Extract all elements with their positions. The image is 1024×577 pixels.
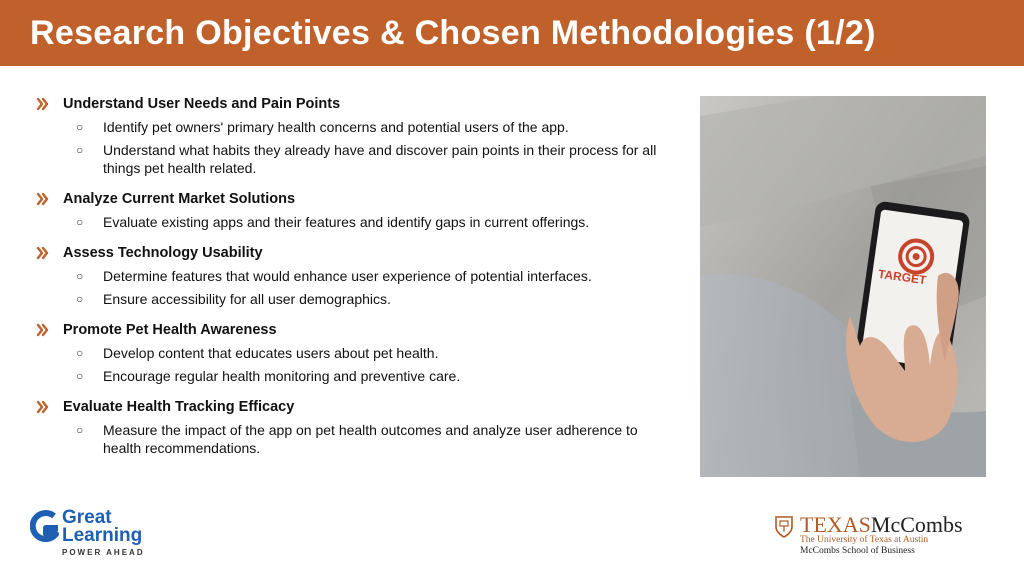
section-market-solutions — [36, 189, 676, 231]
section-title: Assess Technology Usability — [63, 245, 263, 261]
double-chevron-right-icon — [36, 192, 50, 206]
double-chevron-right-icon — [36, 246, 50, 260]
bullet-circle-icon: ○ — [76, 292, 84, 306]
ut-subtitle-2: McCombs School of Business — [800, 546, 915, 556]
list-item: ○ Determine features that would enhance user experience of potential interfaces. — [76, 268, 592, 284]
ut-mccombs: McCombs — [870, 512, 963, 537]
list-item: ○ Measure the impact of the app on pet health outcomes and analyze user adherence to health recommendations. — [76, 422, 638, 456]
title-bar — [0, 0, 1024, 66]
section-title: Promote Pet Health Awareness — [63, 322, 277, 338]
photo-illustration — [700, 96, 986, 477]
bullet-circle-icon: ○ — [76, 369, 84, 383]
section-pet-health-awareness — [36, 320, 676, 385]
list-item: ○ Ensure accessibility for all user demographics. — [76, 291, 391, 307]
bullet-circle-icon: ○ — [76, 423, 84, 437]
gl-tagline: POWER AHEAD — [62, 548, 145, 557]
double-chevron-right-icon — [36, 97, 50, 111]
bullet-circle-icon: ○ — [76, 120, 84, 134]
ut-subtitle-1: The University of Texas at Austin — [800, 535, 929, 545]
bullet-circle-icon: ○ — [76, 143, 84, 157]
bullet-circle-icon: ○ — [76, 269, 84, 283]
section-technology-usability — [36, 243, 676, 308]
ut-seal-icon — [774, 515, 794, 539]
slide-title: Research Objectives & Chosen Methodologies (1/2) — [30, 13, 876, 52]
phone-screen-label: TARGET — [877, 266, 928, 288]
section-user-needs — [36, 94, 676, 177]
list-item: ○ Evaluate existing apps and their features and identify gaps in current offerings. — [76, 214, 590, 230]
bullet-circle-icon: ○ — [76, 346, 84, 360]
section-title: Evaluate Health Tracking Efficacy — [63, 399, 295, 415]
double-chevron-right-icon — [36, 323, 50, 337]
list-item: ○ Encourage regular health monitoring and preventive care. — [76, 368, 461, 384]
gl-line2: Learning — [62, 525, 143, 546]
section-health-tracking-efficacy — [36, 397, 676, 457]
section-title: Analyze Current Market Solutions — [63, 191, 296, 207]
section-title: Understand User Needs and Pain Points — [63, 96, 341, 112]
great-learning-logo — [30, 508, 190, 563]
hand-holding-phone-photo — [700, 96, 986, 477]
double-chevron-right-icon — [36, 400, 50, 414]
gl-line1: Great — [62, 507, 112, 528]
list-item: ○ Develop content that educates users about pet health. — [76, 345, 439, 361]
ut-mccombs-logo — [774, 512, 1004, 562]
objectives-list — [36, 94, 676, 469]
great-learning-g-icon — [30, 510, 60, 546]
bullet-circle-icon: ○ — [76, 215, 84, 229]
list-item: ○ Understand what habits they already have and discover pain points in their process for all things pet health related. — [76, 142, 657, 176]
list-item: ○ Identify pet owners' primary health concerns and potential users of the app. — [76, 119, 569, 135]
ut-texas: TEXAS — [800, 512, 871, 537]
